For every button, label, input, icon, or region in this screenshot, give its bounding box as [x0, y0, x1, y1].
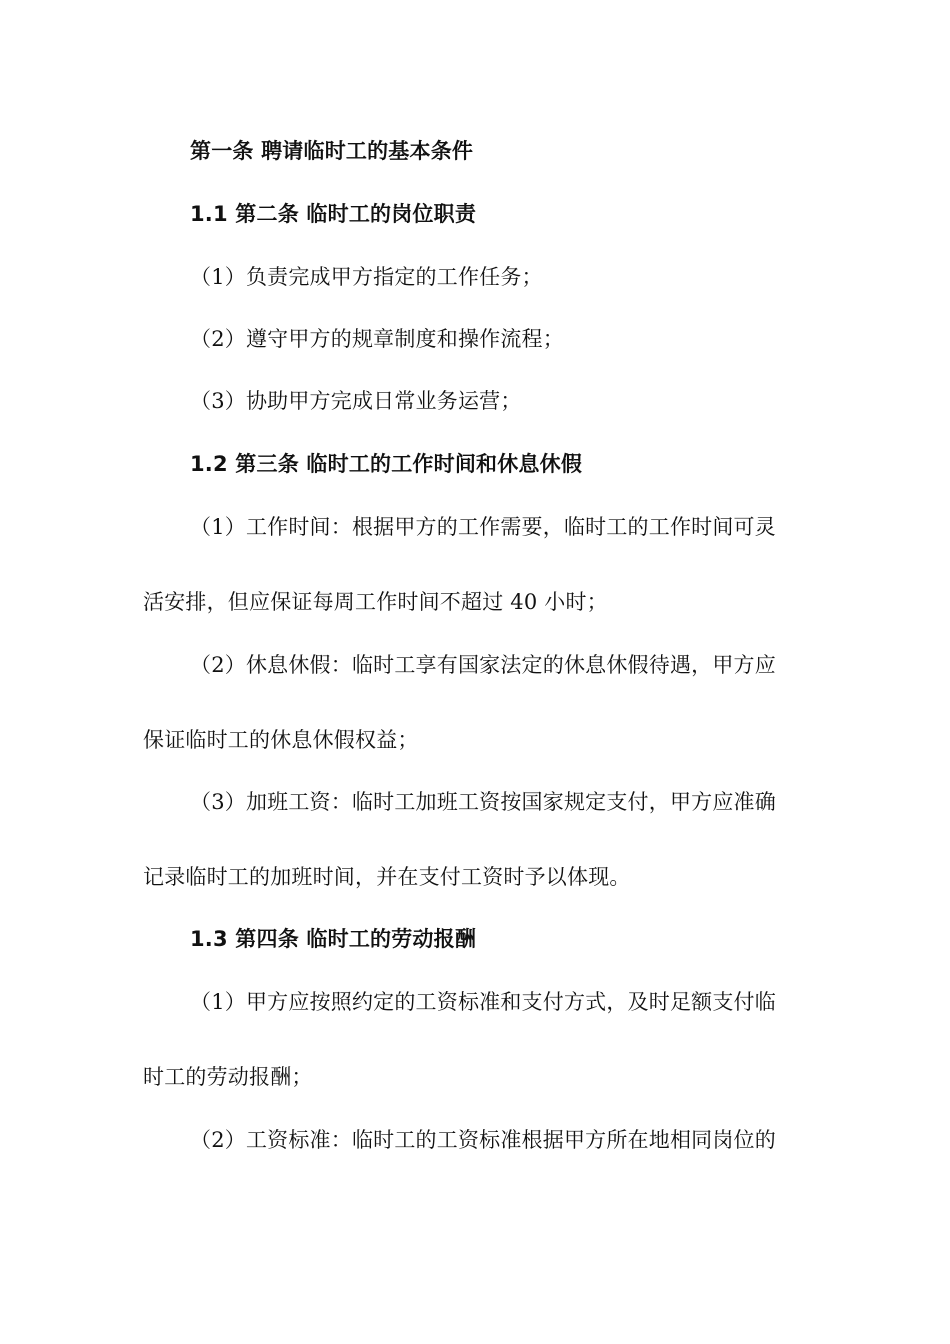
article-3-heading: 1.2 第三条 临时工的工作时间和休息休假 [190, 452, 583, 476]
work-time-paragraph: （1）工作时间：根据甲方的工作需要，临时工的工作时间可灵 [190, 515, 776, 539]
article-2-heading: 1.1 第二条 临时工的岗位职责 [190, 202, 477, 226]
pay-paragraph: （1）甲方应按照约定的工资标准和支付方式，及时足额支付临 [190, 990, 776, 1014]
duty-item: （3）协助甲方完成日常业务运营； [190, 389, 522, 413]
rest-paragraph: （2）休息休假：临时工享有国家法定的休息休假待遇，甲方应 [190, 653, 776, 677]
article-4-heading: 1.3 第四条 临时工的劳动报酬 [190, 927, 477, 951]
wage-standard-paragraph: （2）工资标准：临时工的工资标准根据甲方所在地相同岗位的 [190, 1128, 776, 1152]
pay-paragraph-cont: 时工的劳动报酬； [143, 1065, 313, 1089]
rest-paragraph-cont: 保证临时工的休息休假权益； [143, 728, 419, 752]
duty-item: （1）负责完成甲方指定的工作任务； [190, 265, 543, 289]
overtime-paragraph: （3）加班工资：临时工加班工资按国家规定支付，甲方应准确 [190, 790, 776, 814]
article-1-heading: 第一条 聘请临时工的基本条件 [190, 139, 474, 163]
overtime-paragraph-cont: 记录临时工的加班时间，并在支付工资时予以体现。 [143, 865, 631, 889]
duty-item: （2）遵守甲方的规章制度和操作流程； [190, 327, 564, 351]
work-time-paragraph-cont: 活安排，但应保证每周工作时间不超过 40 小时； [143, 590, 608, 614]
